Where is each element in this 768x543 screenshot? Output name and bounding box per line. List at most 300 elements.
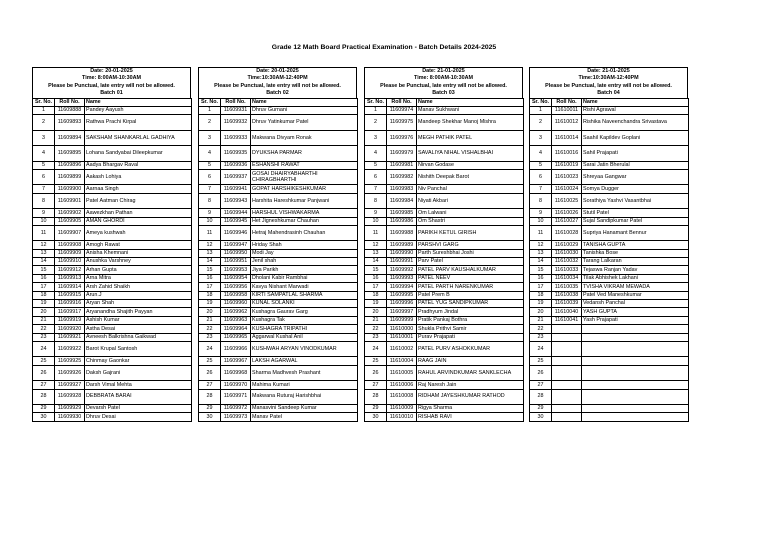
cell-name: GOSAI DHAIRYABHARTHI CHIRAGBHARTHI <box>251 169 358 184</box>
cell-sr: 24 <box>365 342 387 357</box>
cell-sr: 17 <box>530 283 552 291</box>
cell-roll: 11610028 <box>552 225 582 240</box>
cell-sr: 22 <box>530 325 552 333</box>
cell-sr: 9 <box>33 209 55 217</box>
cell-name: Jiya Parikh <box>251 266 358 274</box>
cell-name: Het Jigneshkumar Chauhan <box>251 217 358 225</box>
table-row <box>33 413 192 421</box>
cell-name: Sarai Jatin Bherulal <box>582 161 689 169</box>
batch-label: Batch 04 <box>597 90 620 97</box>
cell-name: Pandey Aayush <box>85 107 192 115</box>
table-row <box>530 146 689 161</box>
table-row <box>365 130 524 145</box>
cell-sr: 29 <box>33 404 55 412</box>
cell-name: PARIKH KETUL GIRISH <box>417 225 524 240</box>
batch-time: Time: 8:00AM-10:30AM <box>82 75 141 82</box>
table-row <box>33 193 192 208</box>
batch-header <box>32 67 191 98</box>
batch-table <box>529 98 689 422</box>
cell-roll: 11610019 <box>552 161 582 169</box>
page-title: Grade 12 Math Board Practical Examination - Batch Details 2024-2025 <box>271 44 497 51</box>
table-row <box>33 169 192 184</box>
cell-sr: 3 <box>365 130 387 145</box>
cell-roll: 11609986 <box>387 217 417 225</box>
cell-sr: 28 <box>530 389 552 404</box>
cell-name: Harshita Hareshkumar Panjwani <box>251 193 358 208</box>
cell-name: KUSHWAH ARYAN VINODKUMAR <box>251 342 358 357</box>
cell-sr: 7 <box>199 185 221 193</box>
cell-sr: 1 <box>365 107 387 115</box>
batch-table <box>364 98 524 422</box>
cell-roll: 11609964 <box>221 325 251 333</box>
table-row <box>530 283 689 291</box>
cell-roll: 11609937 <box>221 169 251 184</box>
cell-sr: 14 <box>33 258 55 266</box>
batch-notice: Please be Punctual, late entry will not be allowed. <box>545 82 672 89</box>
cell-name: KIRTI SAMPATLAL SHARMA <box>251 291 358 299</box>
table-row <box>530 161 689 169</box>
cell-name: Rishi Agrawal <box>582 107 689 115</box>
cell-roll: 11609925 <box>55 357 85 365</box>
batch-table <box>198 98 358 422</box>
cell-sr: 30 <box>365 413 387 421</box>
cell-sr: 9 <box>365 209 387 217</box>
cell-name: Modi Jay <box>251 249 358 257</box>
cell-name: Manasvini Sandeep Kumar <box>251 404 358 412</box>
batch-panel <box>198 67 357 422</box>
cell-name: Pradhyum Jindal <box>417 308 524 316</box>
cell-sr: 22 <box>33 325 55 333</box>
cell-sr: 28 <box>365 389 387 404</box>
cell-name: Anisha Khemnani <box>85 249 192 257</box>
cell-sr: 9 <box>199 209 221 217</box>
table-row <box>33 300 192 308</box>
table-row <box>199 185 358 193</box>
cell-name: Sujal Sandipkumar Patel <box>582 217 689 225</box>
table-row <box>199 225 358 240</box>
cell-name: Rathwa Prachi Kirpal <box>85 115 192 130</box>
cell-name: Hriday Shah <box>251 241 358 249</box>
table-row <box>33 249 192 257</box>
table-row <box>530 169 689 184</box>
cell-name: SAVALIYA NIHAL VISHALBHAI <box>417 146 524 161</box>
table-row <box>199 333 358 341</box>
cell-sr: 11 <box>199 225 221 240</box>
table-row <box>530 241 689 249</box>
cell-sr: 28 <box>33 389 55 404</box>
cell-roll: 11610040 <box>552 308 582 316</box>
cell-name: Aarnaa Singh <box>85 185 192 193</box>
cell-roll: 11609941 <box>221 185 251 193</box>
cell-sr: 13 <box>199 249 221 257</box>
cell-name: Saahil Kapildev Goplani <box>582 130 689 145</box>
cell-sr: 26 <box>530 365 552 380</box>
table-row <box>33 308 192 316</box>
cell-roll: 11609968 <box>221 365 251 380</box>
table-row <box>365 209 524 217</box>
cell-sr: 3 <box>33 130 55 145</box>
batch-label: Batch 01 <box>100 90 123 97</box>
table-row <box>33 266 192 274</box>
cell-sr: 18 <box>530 291 552 299</box>
cell-roll <box>552 325 582 333</box>
cell-name: Stutil Patel <box>582 209 689 217</box>
table-header-row <box>33 98 192 106</box>
cell-roll: 11609928 <box>55 389 85 404</box>
cell-roll: 11610009 <box>387 404 417 412</box>
cell-sr: 19 <box>530 300 552 308</box>
table-row <box>365 381 524 389</box>
table-header-row <box>365 98 524 106</box>
batch-date: Date: 21-01-2025 <box>422 68 465 74</box>
cell-name: Tejaswa Ranjan Yadav <box>582 266 689 274</box>
batch-time: Time:10:30AM-12:40PM <box>578 75 639 82</box>
column-header-name: Name <box>417 98 524 106</box>
cell-name <box>582 342 689 357</box>
cell-roll: 11609976 <box>387 130 417 145</box>
cell-sr: 2 <box>365 115 387 130</box>
cell-name: Aryan Shah <box>85 300 192 308</box>
cell-name: Shukla Prithvi Samir <box>417 325 524 333</box>
cell-name: KUSHAGRA TRIPATHI <box>251 325 358 333</box>
cell-sr: 10 <box>33 217 55 225</box>
cell-sr: 23 <box>365 333 387 341</box>
cell-sr: 6 <box>199 169 221 184</box>
table-row <box>530 389 689 404</box>
cell-roll <box>552 365 582 380</box>
table-row <box>199 389 358 404</box>
cell-roll: 11609917 <box>55 308 85 316</box>
table-row <box>199 308 358 316</box>
cell-roll: 11609910 <box>55 258 85 266</box>
table-row <box>33 209 192 217</box>
cell-roll: 11609989 <box>387 241 417 249</box>
cell-name: Aadya Bhargav Raval <box>85 161 192 169</box>
cell-name: GOPAT HARSHIKESHKUMAR <box>251 185 358 193</box>
cell-roll: 11609888 <box>55 107 85 115</box>
table-row <box>199 161 358 169</box>
cell-name <box>582 357 689 365</box>
cell-sr: 9 <box>530 209 552 217</box>
cell-sr: 16 <box>530 274 552 282</box>
cell-name: Aakash Lohiya <box>85 169 192 184</box>
cell-name: Shreyaa Gangwar <box>582 169 689 184</box>
cell-sr: 6 <box>33 169 55 184</box>
cell-roll: 11609912 <box>55 266 85 274</box>
cell-sr: 23 <box>33 333 55 341</box>
cell-roll: 11609951 <box>221 258 251 266</box>
table-row <box>365 389 524 404</box>
cell-roll: 11609908 <box>55 241 85 249</box>
cell-roll: 11609902 <box>55 209 85 217</box>
table-row <box>199 258 358 266</box>
cell-sr: 22 <box>365 325 387 333</box>
cell-name: Patel Prem B <box>417 291 524 299</box>
cell-sr: 24 <box>199 342 221 357</box>
cell-roll <box>552 342 582 357</box>
table-row <box>530 185 689 193</box>
cell-roll <box>552 389 582 404</box>
cell-roll: 11610029 <box>552 241 582 249</box>
table-row <box>199 241 358 249</box>
cell-sr: 26 <box>33 365 55 380</box>
batch-notice: Please be Punctual, late entry will not be allowed. <box>48 82 175 89</box>
cell-name: Kushagra Tak <box>251 316 358 324</box>
column-header-name: Name <box>582 98 689 106</box>
cell-roll: 11609929 <box>55 404 85 412</box>
table-row <box>365 217 524 225</box>
table-row <box>530 316 689 324</box>
cell-sr: 27 <box>199 381 221 389</box>
table-row <box>365 274 524 282</box>
cell-name <box>582 333 689 341</box>
cell-name: RAHUL ARVINDKUMAR SANKLECHA <box>417 365 524 380</box>
table-row <box>530 225 689 240</box>
cell-roll <box>552 357 582 365</box>
cell-sr: 7 <box>365 185 387 193</box>
cell-sr: 28 <box>199 389 221 404</box>
table-row <box>365 225 524 240</box>
cell-name: Anushka Varshney <box>85 258 192 266</box>
table-row <box>530 308 689 316</box>
column-header-sr: Sr. No. <box>365 98 387 106</box>
table-row <box>33 161 192 169</box>
table-row <box>199 217 358 225</box>
column-header-sr: Sr. No. <box>199 98 221 106</box>
cell-sr: 4 <box>33 146 55 161</box>
cell-roll: 11610000 <box>387 325 417 333</box>
table-row <box>365 357 524 365</box>
cell-sr: 6 <box>530 169 552 184</box>
cell-name: ESHANSHI RAWAT <box>251 161 358 169</box>
cell-roll: 11609995 <box>387 291 417 299</box>
cell-roll: 11610008 <box>387 389 417 404</box>
cell-sr: 5 <box>199 161 221 169</box>
cell-sr: 18 <box>199 291 221 299</box>
table-row <box>365 161 524 169</box>
cell-name: AMAN GHORDI <box>85 217 192 225</box>
table-row <box>530 300 689 308</box>
cell-roll: 11610023 <box>552 169 582 184</box>
cell-roll: 11609988 <box>387 225 417 240</box>
cell-sr: 16 <box>199 274 221 282</box>
table-row <box>365 115 524 130</box>
cell-roll: 11610002 <box>387 342 417 357</box>
table-row <box>530 365 689 380</box>
cell-sr: 15 <box>365 266 387 274</box>
cell-name: Mahima Kumari <box>251 381 358 389</box>
cell-name: Ashish Kumar <box>85 316 192 324</box>
cell-roll: 11609899 <box>55 169 85 184</box>
cell-sr: 8 <box>199 193 221 208</box>
cell-roll: 11609963 <box>221 316 251 324</box>
cell-sr: 14 <box>530 258 552 266</box>
cell-sr: 21 <box>33 316 55 324</box>
table-row <box>365 308 524 316</box>
cell-name <box>582 325 689 333</box>
table-row <box>199 342 358 357</box>
cell-name: Barot Krupal Santosh <box>85 342 192 357</box>
cell-name: Sharma Madhvesh Prashant <box>251 365 358 380</box>
cell-sr: 2 <box>530 115 552 130</box>
column-header-sr: Sr. No. <box>33 98 55 106</box>
cell-name: Supriya Hanamant Bennur <box>582 225 689 240</box>
cell-name <box>582 413 689 421</box>
cell-roll: 11610041 <box>552 316 582 324</box>
cell-roll: 11609893 <box>55 115 85 130</box>
cell-roll: 11610001 <box>387 333 417 341</box>
table-row <box>199 274 358 282</box>
cell-roll: 11609930 <box>55 413 85 421</box>
batch-header <box>364 67 523 98</box>
table-row <box>530 193 689 208</box>
batch-date: Date: 20-01-2025 <box>256 68 299 74</box>
table-row <box>530 130 689 145</box>
batch-date: Date: 20-01-2025 <box>90 68 133 74</box>
table-row <box>530 413 689 421</box>
table-row <box>365 241 524 249</box>
cell-sr: 19 <box>33 300 55 308</box>
cell-roll: 11610014 <box>552 130 582 145</box>
cell-sr: 3 <box>530 130 552 145</box>
table-row <box>33 217 192 225</box>
cell-roll: 11610034 <box>552 274 582 282</box>
cell-sr: 30 <box>530 413 552 421</box>
cell-name: Makwana Divyam Ronak <box>251 130 358 145</box>
table-row <box>365 266 524 274</box>
batch-label: Batch 02 <box>266 90 289 97</box>
cell-name: RISHAB RAVI <box>417 413 524 421</box>
cell-name: Tarang Lalkaran <box>582 258 689 266</box>
cell-sr: 27 <box>530 381 552 389</box>
cell-roll: 11610005 <box>387 365 417 380</box>
table-row <box>33 107 192 115</box>
cell-name: Nirvan Godase <box>417 161 524 169</box>
cell-sr: 8 <box>33 193 55 208</box>
cell-name: Manav Sukhwani <box>417 107 524 115</box>
cell-sr: 25 <box>530 357 552 365</box>
cell-sr: 15 <box>199 266 221 274</box>
cell-name: Mandeep Shekhar Manoj Mishra <box>417 115 524 130</box>
cell-name: Hetraj Mahendrasinh Chauhan <box>251 225 358 240</box>
table-row <box>530 381 689 389</box>
cell-name: Makwana Ruturaj Harishbhai <box>251 389 358 404</box>
cell-name: RAAG JAIN <box>417 357 524 365</box>
table-row <box>199 249 358 257</box>
table-row <box>33 389 192 404</box>
table-row <box>530 249 689 257</box>
cell-name: Aryanandha Shajith Payyan <box>85 308 192 316</box>
cell-sr: 8 <box>365 193 387 208</box>
table-row <box>199 365 358 380</box>
table-row <box>530 404 689 412</box>
cell-name: Ameya kushwah <box>85 225 192 240</box>
cell-roll: 11609922 <box>55 342 85 357</box>
cell-roll: 11609967 <box>221 357 251 365</box>
cell-sr: 4 <box>199 146 221 161</box>
cell-roll: 11609971 <box>221 389 251 404</box>
cell-name <box>582 389 689 404</box>
cell-sr: 3 <box>199 130 221 145</box>
cell-roll: 11610038 <box>552 291 582 299</box>
cell-name: Dhruv Gurnani <box>251 107 358 115</box>
cell-sr: 11 <box>530 225 552 240</box>
cell-name: Pratik Pankaj Bothra <box>417 316 524 324</box>
cell-sr: 20 <box>199 308 221 316</box>
cell-roll <box>552 381 582 389</box>
cell-name: Om Lalwani <box>417 209 524 217</box>
column-header-roll: Roll No. <box>387 98 417 106</box>
table-row <box>199 316 358 324</box>
cell-sr: 1 <box>530 107 552 115</box>
cell-name <box>582 381 689 389</box>
table-row <box>365 413 524 421</box>
cell-roll: 11610004 <box>387 357 417 365</box>
cell-roll: 11609931 <box>221 107 251 115</box>
cell-sr: 21 <box>199 316 221 324</box>
cell-roll: 11610026 <box>552 209 582 217</box>
table-row <box>530 115 689 130</box>
cell-roll: 11609894 <box>55 130 85 145</box>
cell-sr: 7 <box>33 185 55 193</box>
cell-name: Raj Naresh Jain <box>417 381 524 389</box>
cell-roll: 11609991 <box>387 258 417 266</box>
cell-name: Dhruv Yatinkumar Patel <box>251 115 358 130</box>
table-row <box>365 316 524 324</box>
cell-name: Lohana Sandyabai Dileepkumar <box>85 146 192 161</box>
cell-sr: 27 <box>33 381 55 389</box>
cell-sr: 6 <box>365 169 387 184</box>
column-header-roll: Roll No. <box>221 98 251 106</box>
cell-name: Astha Desai <box>85 325 192 333</box>
table-row <box>33 130 192 145</box>
table-row <box>33 185 192 193</box>
column-header-roll: Roll No. <box>552 98 582 106</box>
cell-roll: 11609932 <box>221 115 251 130</box>
cell-sr: 30 <box>199 413 221 421</box>
cell-roll: 11609966 <box>221 342 251 357</box>
cell-name: Tilak Abhishek Lakhani <box>582 274 689 282</box>
table-row <box>199 357 358 365</box>
cell-sr: 1 <box>33 107 55 115</box>
cell-sr: 17 <box>199 283 221 291</box>
table-row <box>365 258 524 266</box>
cell-roll: 11609970 <box>221 381 251 389</box>
cell-name: Chinmay Gaonkar <box>85 357 192 365</box>
cell-sr: 12 <box>365 241 387 249</box>
cell-sr: 2 <box>33 115 55 130</box>
cell-roll: 11609909 <box>55 249 85 257</box>
cell-name: HARSHUL VISHWAKARMA <box>251 209 358 217</box>
batch-header <box>198 67 357 98</box>
table-row <box>199 193 358 208</box>
cell-roll: 11609914 <box>55 283 85 291</box>
cell-name: Arhan Gupta <box>85 266 192 274</box>
cell-roll: 11609992 <box>387 266 417 274</box>
cell-roll: 11609997 <box>387 308 417 316</box>
cell-sr: 15 <box>33 266 55 274</box>
cell-roll: 11609901 <box>55 193 85 208</box>
cell-sr: 29 <box>365 404 387 412</box>
table-row <box>199 283 358 291</box>
cell-sr: 8 <box>530 193 552 208</box>
cell-roll: 11609962 <box>221 308 251 316</box>
table-row <box>33 404 192 412</box>
table-row <box>365 342 524 357</box>
column-header-sr: Sr. No. <box>530 98 552 106</box>
cell-sr: 24 <box>33 342 55 357</box>
cell-roll: 11609965 <box>221 333 251 341</box>
